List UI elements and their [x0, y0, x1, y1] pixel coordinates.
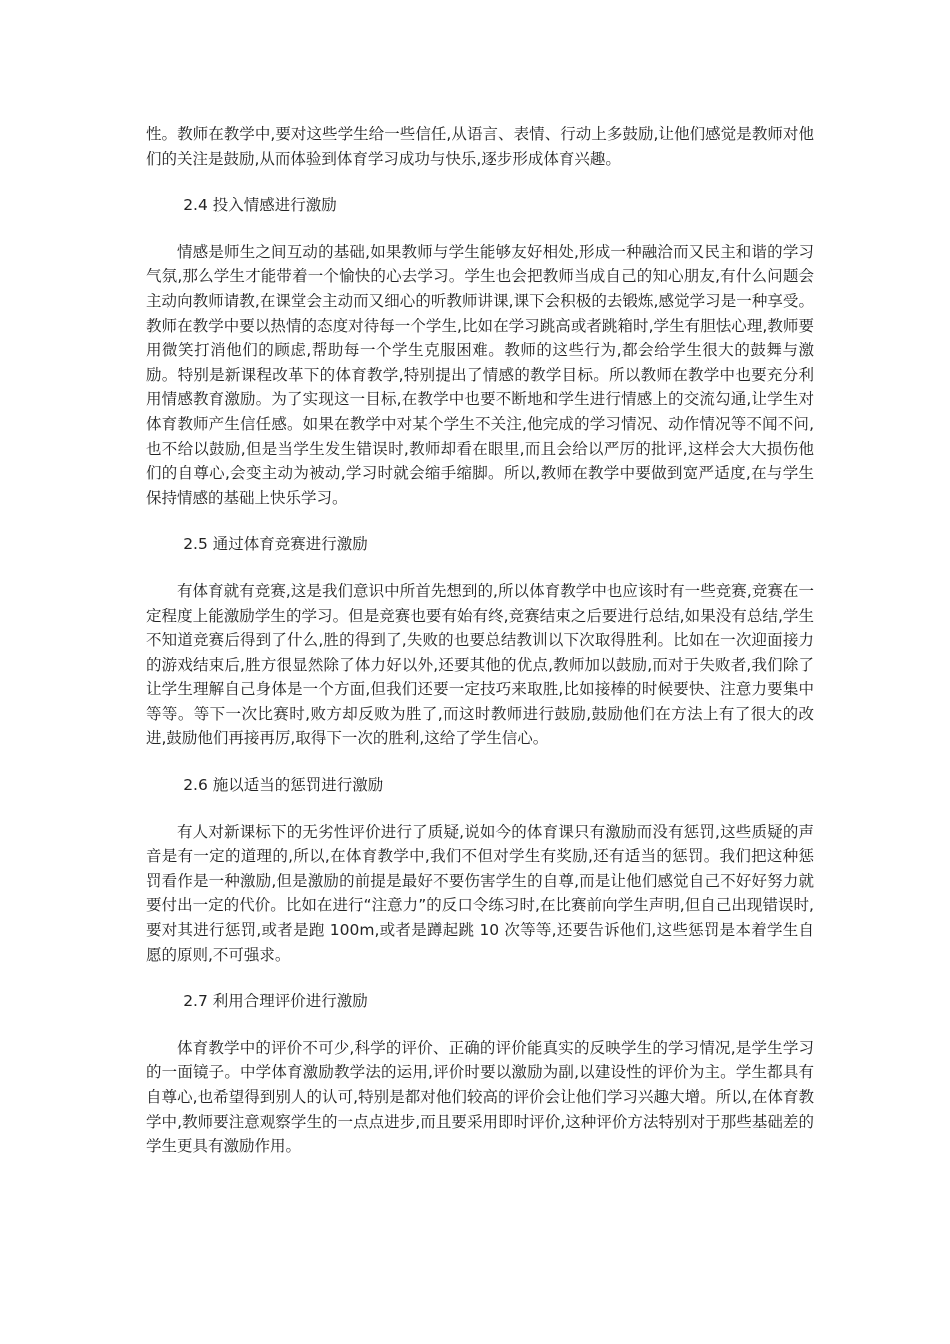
- paragraph-evaluation-motivation: 体育教学中的评价不可少,科学的评价、正确的评价能真实的反映学生的学习情况,是学生学习的一面镜子。中学体育激励教学法的运用,评价时要以激励为副,以建设性的评价为主。学生都具有自尊心,也希望得到别人的认可,特别是都对他们较高的评价会让他们学习兴趣大增。所以,在体育教学中,教师要注意观察学生的一点点进步,而且要采用即时评价,这种评价方法特别对于那些基础差的学生更具有激励作用。: [146, 1038, 814, 1156]
- paragraph-emotion-motivation: 情感是师生之间互动的基础,如果教师与学生能够友好相处,形成一种融洽而又民主和谐的学习气氛,那么学生才能带着一个愉快的心去学习。学生也会把教师当成自己的知心朋友,有什么问题会主动向教师请教,在课堂会主动而又细心的听教师讲课,课下会积极的去锻炼,感觉学习是一种享受。教师在教学中要以热情的态度对待每一个学生,比如在学习跳高或者跳箱时,学生有胆怯心理,教师要用微笑打消他们的顾虑,帮助每一个学生克服困难。教师的这些行为,都会给学生很大的鼓舞与激励。特别是新课程改革下的体育教学,特别提出了情感的教学目标。所以教师在教学中也要充分利用情感教育激励。为了实现这一目标,在教学中也要不断地和学生进行情感上的交流勾通,让学生对体育教师产生信任感。如果在教学中对某个学生不关注,他完成的学习情况、动作情况等不闻不问,也不给以鼓励,但是当学生发生错误时,教师却看在眼里,而且会给以严厉的批评,这样会大大损伤他们的自尊心,会变主动为被动,学习时就会缩手缩脚。所以,教师在教学中要做到宽严适度,在与学生保持情感的基础上快乐学习。: [146, 242, 814, 507]
- section-heading-2-6: 2.6 施以适当的惩罚进行激励: [183, 776, 384, 795]
- document-body: [146, 122, 814, 1181]
- paragraph-competition-motivation: 有体育就有竞赛,这是我们意识中所首先想到的,所以体育教学中也应该时有一些竞赛,竞赛在一定程度上能激励学生的学习。但是竞赛也要有始有终,竞赛结束之后要进行总结,如果没有总结,学生不知道竞赛后得到了什么,胜的得到了,失败的也要总结教训以下次取得胜利。比如在一次迎面接力的游戏结束后,胜方很显然除了体力好以外,还要其他的优点,教师加以鼓励,而对于失败者,我们除了让学生理解自己身体是一个方面,但我们还要一定技巧来取胜,比如接棒的时候要快、注意力要集中等等。等下一次比赛时,败方却反败为胜了,而这时教师进行鼓励,鼓励他们在方法上有了很大的改进,鼓励他们再接再厉,取得下一次的胜利,这给了学生信心。: [146, 581, 814, 748]
- paragraph-punishment-motivation: 有人对新课标下的无劣性评价进行了质疑,说如今的体育课只有激励而没有惩罚,这些质疑的声音是有一定的道理的,所以,在体育教学中,我们不但对学生有奖励,还有适当的惩罚。我们把这种惩罚看作是一种激励,但是激励的前提是最好不要伤害学生的自尊,而是让他们感觉自己不好好努力就要付出一定的代价。比如在进行“注意力”的反口令练习时,在比赛前向学生声明,但自己出现错误时,要对其进行惩罚,或者是跑 100m,或者是蹲起跳 10 次等等,还要告诉他们,这些惩罚是本着学生自愿的原则,不可强求。: [146, 822, 814, 964]
- section-heading-2-4: 2.4 投入情感进行激励: [183, 196, 337, 215]
- section-heading-2-5: 2.5 通过体育竞赛进行激励: [183, 535, 368, 554]
- paragraph-continued: 性。教师在教学中,要对这些学生给一些信任,从语言、表情、行动上多鼓励,让他们感觉是教师对他们的关注是鼓励,从而体验到体育学习成功与快乐,逐步形成体育兴趣。: [146, 125, 814, 168]
- section-heading-2-7: 2.7 利用合理评价进行激励: [183, 992, 368, 1011]
